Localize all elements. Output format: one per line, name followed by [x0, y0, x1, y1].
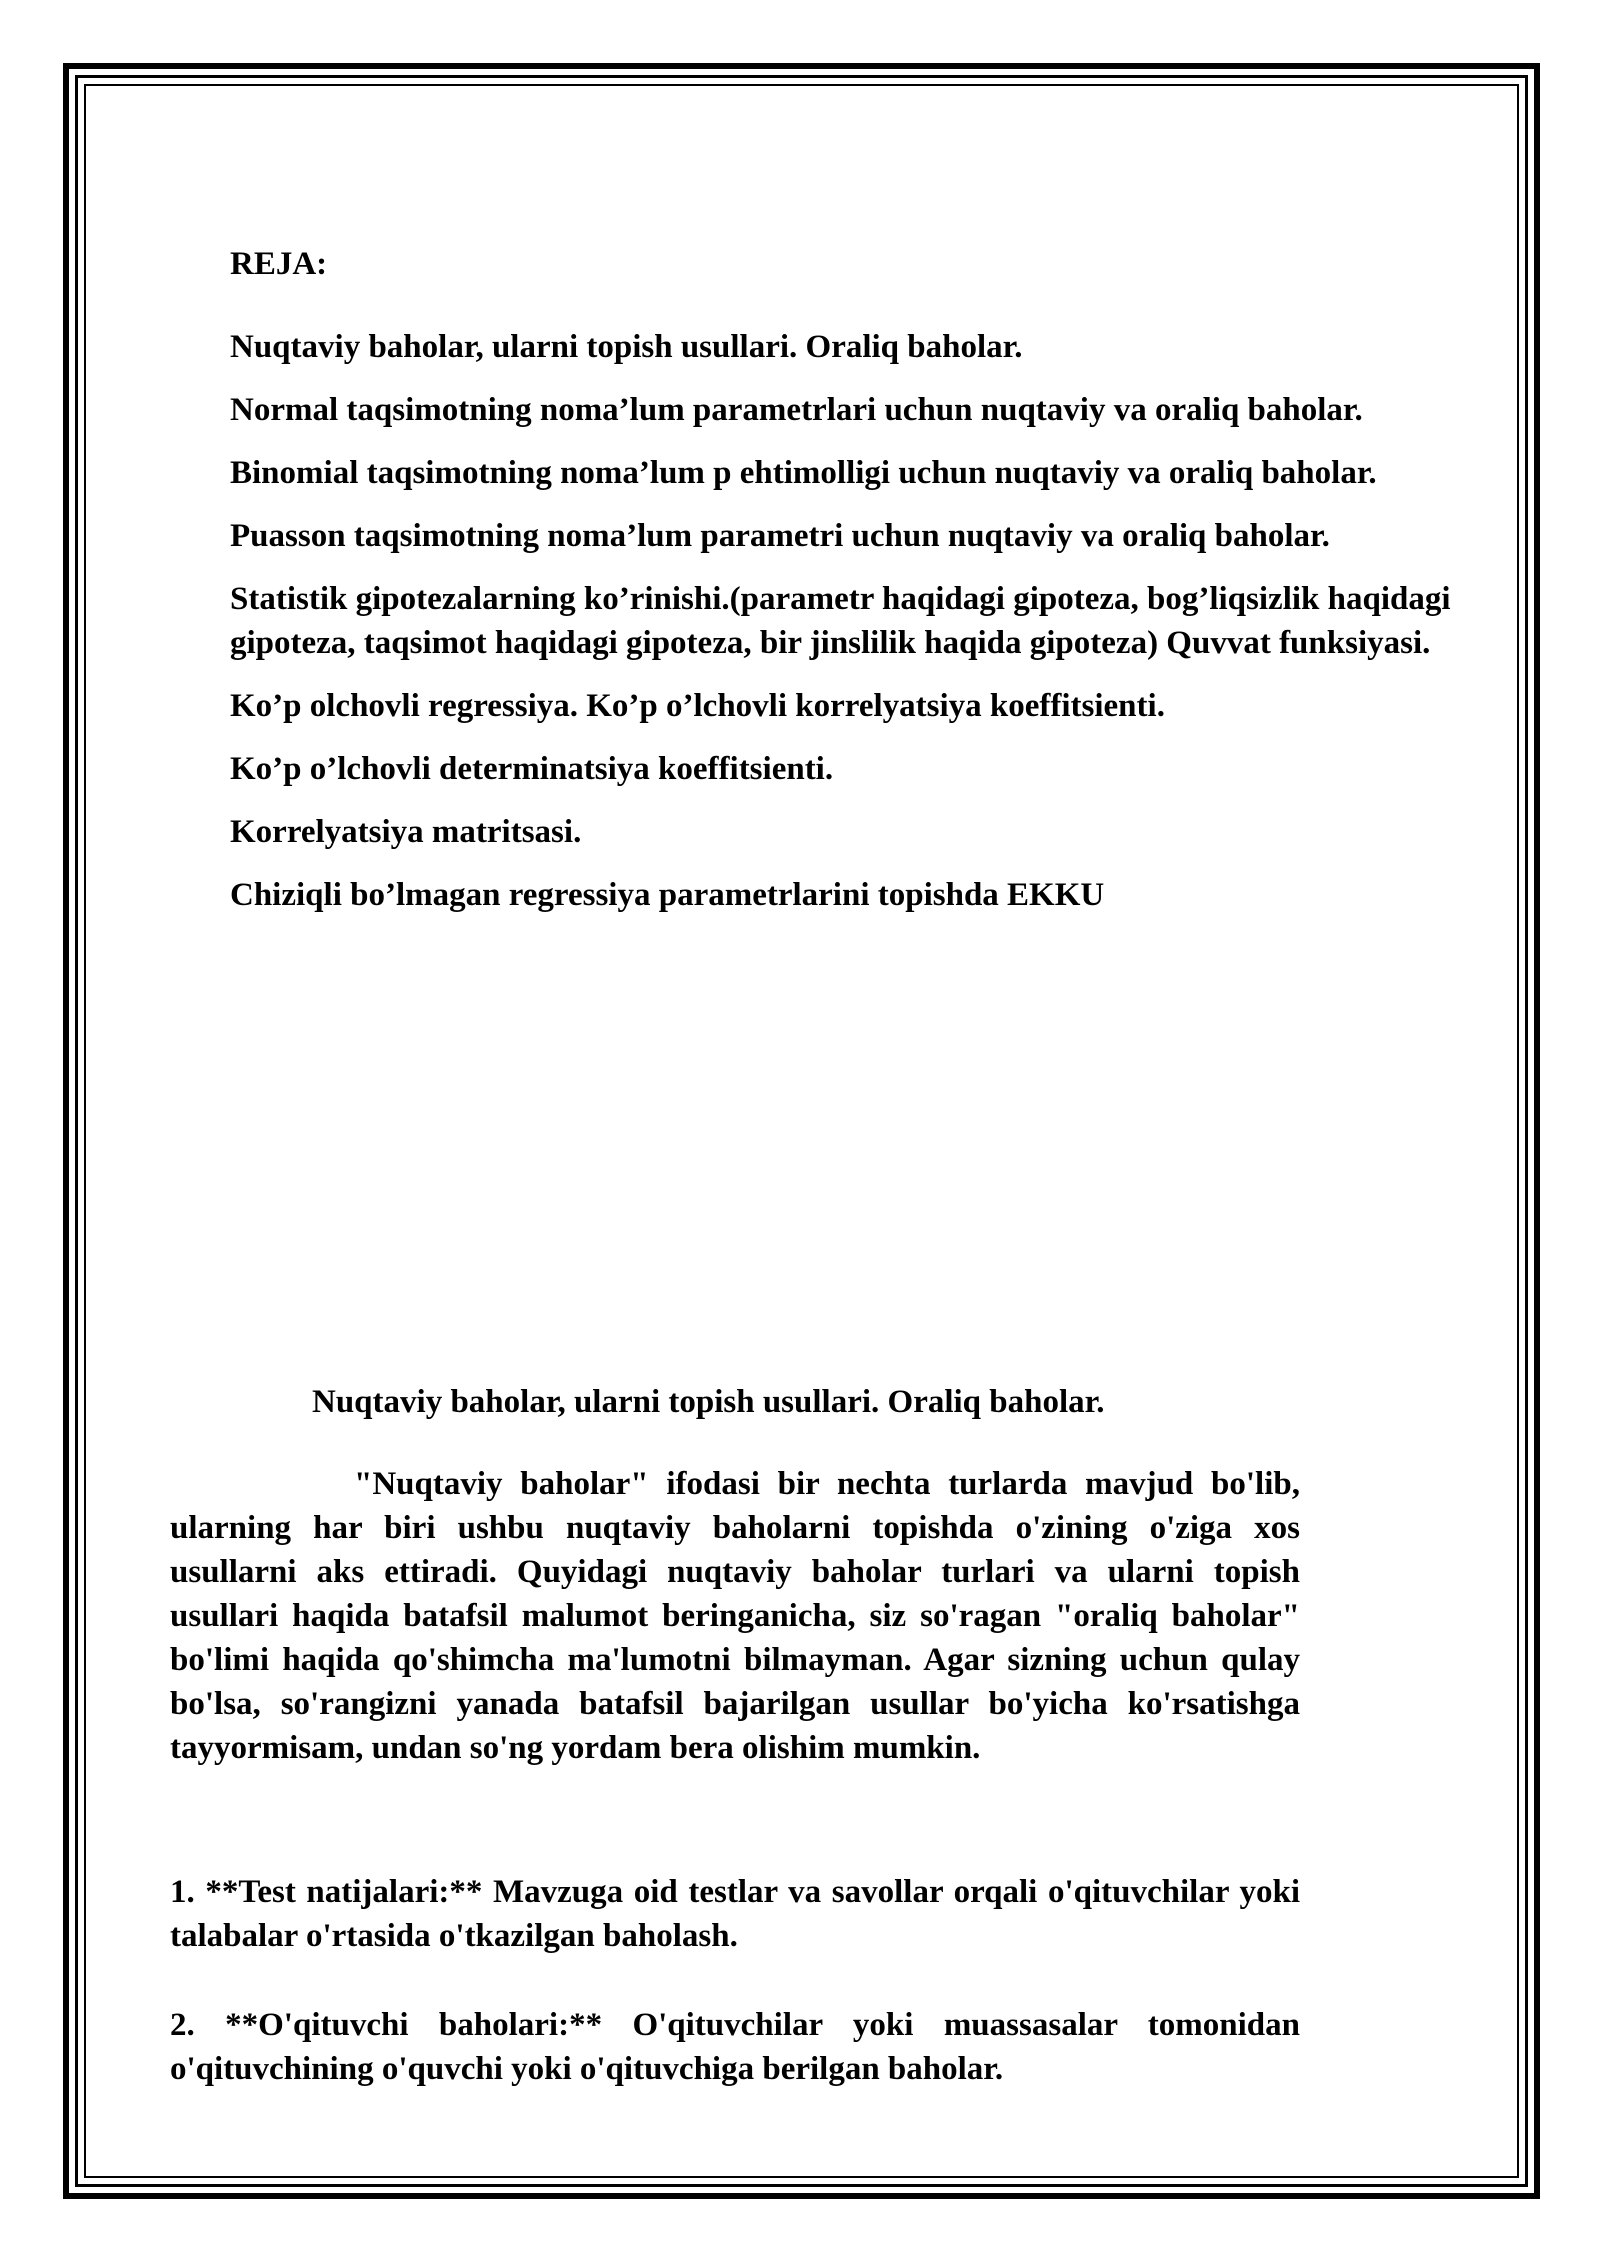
plan-title: REJA:	[230, 246, 328, 282]
plan-item: Puasson taqsimotning noma’lum parametri uchun nuqtaviy va oraliq baholar.	[230, 518, 1330, 554]
plan-item: Korrelyatsiya matritsasi.	[230, 814, 582, 850]
list-paragraph-teacher-grades: 2. **O'qituvchi baholari:** O'qituvchilar yoki muassasalar tomonidan o'qituvchining o'quvchi yoki o'qituvchiga berilgan baholar.	[170, 2007, 1300, 2087]
intro-paragraph: "Nuqtaviy baholar" ifodasi bir nechta turlarda mavjud bo'lib, ularning har biri ushbu nuqtaviy baholarni topishda o'zining o'ziga xos usullarni aks ettiradi. Quyidagi nuqtaviy baholar turlari va ularni topish usullari haqida batafsil malumot beringanicha, siz so'ragan "oraliq baholar" bo'limi haqida qo'shimcha ma'lumotni bilmayman. Agar sizning uchun qulay bo'lsa, so'rangizni yanada batafsil bajarilgan usullar bo'yicha ko'rsatishga tayyormisam, undan so'ng yordam bera olishim mumkin.	[170, 1466, 1300, 1766]
list-paragraph-test-results: 1. **Test natijalari:** Mavzuga oid testlar va savollar orqali o'qituvchilar yoki talabalar o'rtasida o'tkazilgan baholash.	[170, 1874, 1300, 1954]
plan-item: Ko’p olchovli regressiya. Ko’p o’lchovli korrelyatsiya koeffitsienti.	[230, 688, 1165, 724]
plan-list	[230, 325, 1500, 936]
plan-item: Chiziqli bo’lmagan regressiya parametrlarini topishda EKKU	[230, 877, 1105, 913]
plan-item: Statistik gipotezalarning ko’rinishi.(parametr haqidagi gipoteza, bog’liqsizlik haqidagi gipoteza, taqsimot haqidagi gipoteza, bir jinslilik haqida gipoteza) Quvvat funksiyasi.	[230, 581, 1451, 661]
plan-item: Binomial taqsimotning noma’lum p ehtimolligi uchun nuqtaviy va oraliq baholar.	[230, 455, 1377, 491]
plan-item: Normal taqsimotning noma’lum parametrlari uchun nuqtaviy va oraliq baholar.	[230, 392, 1363, 428]
section-heading: Nuqtaviy baholar, ularni topish usullari. Oraliq baholar.	[312, 1384, 1105, 1420]
plan-item: Ko’p o’lchovli determinatsiya koeffitsienti.	[230, 751, 834, 787]
plan-item: Nuqtaviy baholar, ularni topish usullari. Oraliq baholar.	[230, 329, 1023, 365]
